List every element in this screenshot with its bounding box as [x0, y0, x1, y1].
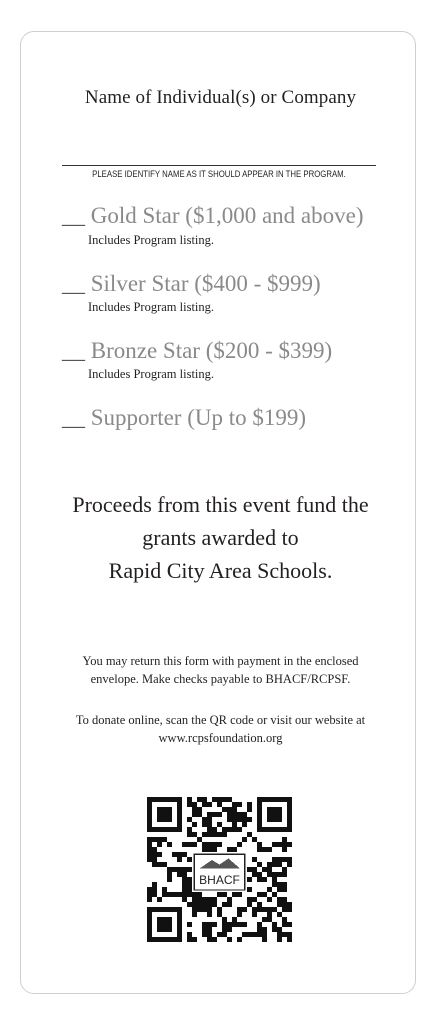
bhacf-logo [194, 854, 245, 890]
qr-code-icon[interactable] [147, 797, 292, 942]
proceeds-statement [0, 488, 441, 587]
return-line-2: envelope. Make checks payable to BHACF/RCPSF. [90, 672, 351, 686]
level-silver-note: Includes Program listing. [88, 300, 215, 314]
level-silver[interactable] [62, 271, 321, 297]
level-bronze[interactable] [62, 338, 332, 364]
level-bronze-label: Bronze Star ($200 - $399) [90, 338, 333, 363]
return-line-1: You may return this form with payment in the enclosed [82, 654, 359, 668]
level-bronze-note: Includes Program listing. [88, 367, 215, 381]
online-instructions [0, 711, 441, 747]
proceeds-line-1: Proceeds from this event fund the [72, 492, 369, 517]
identify-note: PLEASE IDENTIFY NAME AS IT SHOULD APPEAR IN THE PROGRAM. [92, 169, 346, 180]
website-link[interactable]: www.rcpsfoundation.org [158, 731, 283, 745]
proceeds-line-3: Rapid City Area Schools. [108, 558, 333, 583]
level-gold-note: Includes Program listing. [88, 233, 215, 247]
proceeds-line-2: grants awarded to [142, 525, 299, 550]
level-supporter-label: Supporter (Up to $199) [90, 405, 307, 430]
name-heading: Name of Individual(s) or Company [84, 87, 357, 108]
return-instructions [0, 652, 441, 688]
level-silver-blank[interactable]: __ [62, 271, 85, 296]
level-gold[interactable] [62, 203, 364, 229]
level-supporter[interactable] [62, 405, 306, 431]
level-silver-label: Silver Star ($400 - $999) [90, 271, 321, 296]
level-supporter-blank[interactable]: __ [62, 405, 85, 430]
level-bronze-blank[interactable]: __ [62, 338, 85, 363]
level-gold-blank[interactable]: __ [62, 203, 85, 228]
level-gold-label: Gold Star ($1,000 and above) [90, 203, 364, 228]
name-entry-line[interactable] [62, 165, 376, 166]
online-line-1: To donate online, scan the QR code or visit our website at [75, 713, 366, 727]
bhacf-logo-text: BHACF [199, 873, 240, 887]
